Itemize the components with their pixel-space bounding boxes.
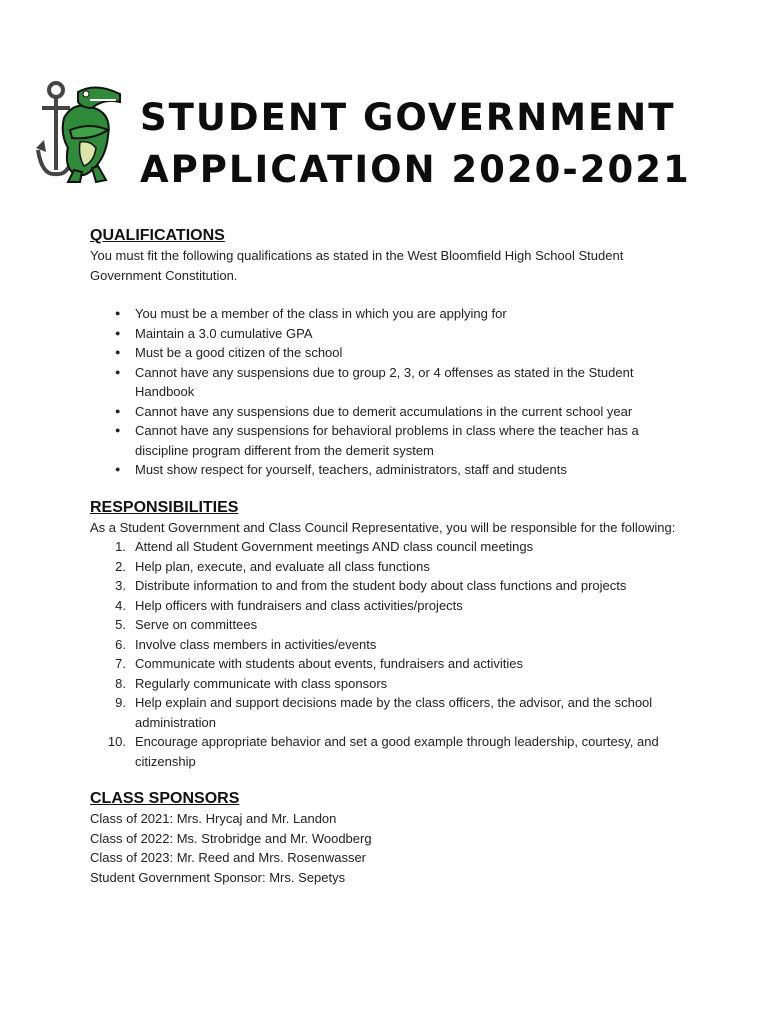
- document-body: [90, 226, 680, 887]
- list-item: 3. Distribute information to and from the student body about class functions and projects: [115, 578, 627, 593]
- list-item: 10. Encourage appropriate behavior and set a good example through leadership, courtesy, and citizenship: [107, 734, 659, 769]
- qualifications-intro: You must fit the following qualifications as stated in the West Bloomfield High School Student Government Constitution.: [90, 248, 624, 283]
- page-title: [140, 92, 691, 196]
- list-item: ● Must show respect for yourself, teachers, administrators, staff and students: [90, 460, 680, 480]
- list-item: ● Cannot have any suspensions due to demerit accumulations in the current school year: [90, 402, 680, 422]
- list-item: ● Maintain a 3.0 cumulative GPA: [90, 324, 680, 344]
- responsibilities-heading: RESPONSIBILITIES: [90, 498, 239, 516]
- list-item: 1. Attend all Student Government meetings AND class council meetings: [115, 539, 534, 554]
- list-item: 6. Involve class members in activities/events: [115, 636, 377, 652]
- list-item: 8. Regularly communicate with class sponsors: [115, 675, 388, 691]
- title-line-1: STUDENT GOVERNMENT: [140, 96, 676, 139]
- class-sponsors-section: [90, 789, 680, 887]
- responsibilities-intro: As a Student Government and Class Council Representative, you will be responsible for the following:: [90, 519, 676, 535]
- header: [34, 78, 734, 190]
- list-item: ● Cannot have any suspensions due to group 2, 3, or 4 offenses as stated in the Student Handbook: [90, 363, 680, 402]
- sponsors-heading: CLASS SPONSORS: [90, 790, 240, 807]
- list-item: ● You must be a member of the class in which you are applying for: [90, 304, 680, 324]
- sponsor-line: Class of 2021: Mrs. Hrycaj and Mr. Landon: [90, 811, 337, 826]
- sponsor-line: Student Government Sponsor: Mrs. Sepetys: [90, 869, 346, 885]
- list-item: ● Cannot have any suspensions for behavioral problems in class where the teacher has a discipline program different from the demerit system: [90, 421, 680, 460]
- responsibilities-list: [90, 537, 680, 771]
- qualifications-list: [90, 304, 680, 480]
- title-line-2: APPLICATION 2020-2021: [140, 148, 691, 191]
- list-item: 4. Help officers with fundraisers and class activities/projects: [115, 597, 463, 613]
- list-item: 2. Help plan, execute, and evaluate all class functions: [115, 558, 430, 574]
- list-item: 5. Serve on committees: [115, 617, 258, 632]
- list-item: ● Must be a good citizen of the school: [90, 343, 680, 363]
- list-item: 9. Help explain and support decisions made by the class officers, the advisor, and the school administration: [115, 695, 653, 730]
- qualifications-heading: QUALIFICATIONS: [90, 227, 225, 244]
- sponsor-line: Class of 2022: Ms. Strobridge and Mr. Woodberg: [90, 830, 372, 846]
- list-item: 7. Communicate with students about events, fundraisers and activities: [115, 656, 524, 671]
- gator-anchor-logo: [34, 78, 124, 186]
- sponsor-line: Class of 2023: Mr. Reed and Mrs. Rosenwasser: [90, 850, 367, 865]
